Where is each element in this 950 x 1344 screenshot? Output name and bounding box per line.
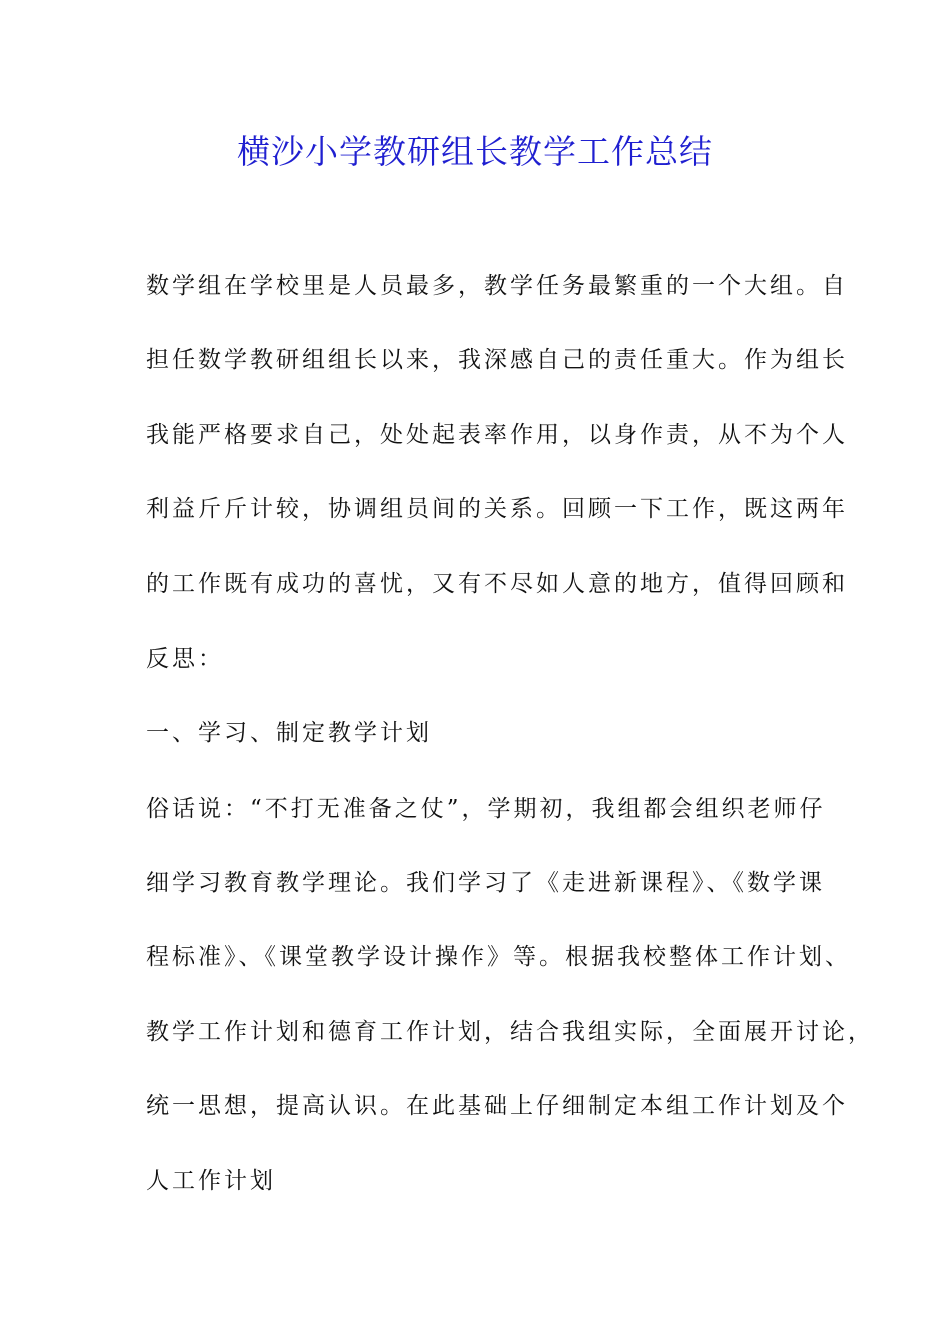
- body-line: 细学习教育教学理论。我们学习了《走进新课程》、《数学课: [146, 870, 825, 896]
- body-line: 的工作既有成功的喜忧，又有不尽如人意的地方，值得回顾和: [146, 571, 848, 597]
- body-line: 程标准》、《课堂教学设计操作》等。根据我校整体工作计划、: [146, 944, 851, 970]
- document-title: 横沙小学教研组长教学工作总结: [237, 132, 713, 171]
- section-heading: 一、学习、制定教学计划: [146, 720, 432, 746]
- body-line: 教学工作计划和德育工作计划，结合我组实际，全面展开讨论，: [146, 1019, 874, 1045]
- body-line: 俗话说：“不打无准备之仗”，学期初，我组都会组织老师仔: [146, 796, 826, 822]
- body-line: 数学组在学校里是人员最多，教学任务最繁重的一个大组。自: [146, 273, 848, 299]
- body-line: 我能严格要求自己，处处起表率作用，以身作责，从不为个人: [146, 422, 848, 448]
- body-line: 担任数学教研组组长以来，我深感自己的责任重大。作为组长: [146, 347, 848, 373]
- body-line: 反思：: [146, 646, 224, 672]
- body-line: 利益斤斤计较，协调组员间的关系。回顾一下工作，既这两年: [146, 496, 848, 522]
- body-line: 人工作计划: [146, 1168, 276, 1194]
- body-line: 统一思想，提高认识。在此基础上仔细制定本组工作计划及个: [146, 1093, 848, 1119]
